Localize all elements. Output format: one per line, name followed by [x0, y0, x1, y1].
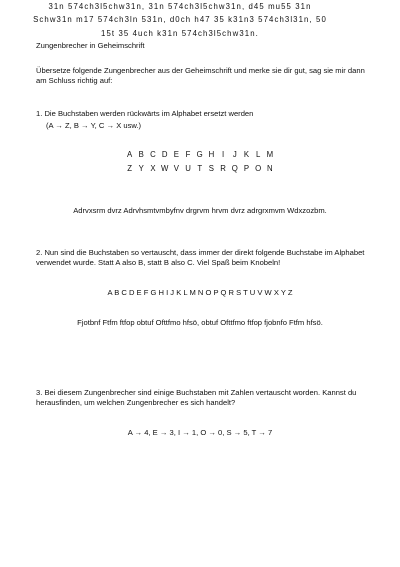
section3-cipher-line: 15t 35 4uch k31n 574ch3l5chw31n.: [101, 28, 259, 38]
alphabet-letter: J: [232, 150, 238, 159]
alphabet-letter: D: [161, 150, 169, 159]
document-title: Zungenbrecher in Geheimschrift: [36, 41, 145, 50]
section1-cipher-text: Adrvxsrm dvrz Adrvhsmtvmbyfnv drgrvm hrvm dvrz adrgrxmvm Wdxzozbm.: [73, 206, 327, 215]
intro-paragraph: Übersetze folgende Zungenbrecher aus der Geheimschrift und merke sie dir gut, sag sie mir dann am Schluss richtig auf:: [36, 66, 365, 86]
alphabet-letter: F: [185, 150, 191, 159]
alphabet-letter: R: [220, 164, 227, 173]
alphabet-letter: Q: [231, 164, 239, 173]
alphabet-letter: X: [150, 164, 157, 173]
alphabet-letter: G: [196, 150, 204, 159]
section3-cipher-line: Schw31n m17 574ch3ln 531n, d0ch h47 35 k31n3 574ch3l31n, 50: [33, 15, 327, 25]
alphabet-letter: P: [243, 164, 250, 173]
alphabet-letter: W: [160, 164, 169, 173]
section3-mapping: A → 4, E → 3, I → 1, O → 0, S → 5, T → 7: [127, 428, 273, 437]
alphabet-letter: E: [173, 150, 180, 159]
alphabet-letter: M: [266, 150, 274, 159]
alphabet-letter: B: [138, 150, 145, 159]
alphabet-letter: S: [208, 164, 215, 173]
section2-heading: 2. Nun sind die Buchstaben so vertauscht, dass immer der direkt folgende Buchstabe im Alphabet verwendet wurde. Statt A also B, statt B also C. Viel Spaß beim Knobeln!: [36, 248, 365, 268]
alphabet-letter: L: [255, 150, 261, 159]
section2-alphabet: A B C D E F G H I J K L M N O P Q R S T U V W X Y Z: [107, 288, 293, 297]
section2-cipher-text: Fjotbnf Ftfm ftfop obtuf Ofttfmo hfsö, obtuf Ofttfmo ftfop fjobnfo Ftfm hfsö.: [77, 318, 323, 327]
alphabet-letter: Y: [138, 164, 145, 173]
section3-cipher-line: 31n 574ch3l5chw31n, 31n 574ch3l5chw31n, d45 mu55 31n: [48, 2, 312, 11]
alphabet-letter: N: [267, 164, 274, 173]
alphabet-letter: O: [255, 164, 262, 173]
alphabet-row-top: [0, 150, 400, 161]
section1-example: (A → Z, B → Y, C → X usw.): [46, 121, 142, 130]
alphabet-letter: T: [197, 164, 203, 173]
alphabet-letter: H: [208, 150, 215, 159]
section3-cipher-block: [0, 0, 360, 40]
alphabet-letter: A: [126, 150, 133, 159]
alphabet-letter: Z: [127, 164, 133, 173]
section3-heading: 3. Bei diesem Zungenbrecher sind einige Buchstaben mit Zahlen vertauscht worden. Kannst du herausfinden, um welchen Zungenbrecher es sich handelt?: [36, 388, 357, 408]
alphabet-letter: C: [150, 150, 157, 159]
alphabet-row-bottom: [0, 164, 400, 175]
alphabet-letter: I: [221, 150, 225, 159]
section1-heading: 1. Die Buchstaben werden rückwärts im Alphabet ersetzt werden: [36, 109, 254, 118]
alphabet-letter: U: [185, 164, 192, 173]
alphabet-letter: V: [173, 164, 180, 173]
alphabet-letter: K: [243, 150, 250, 159]
